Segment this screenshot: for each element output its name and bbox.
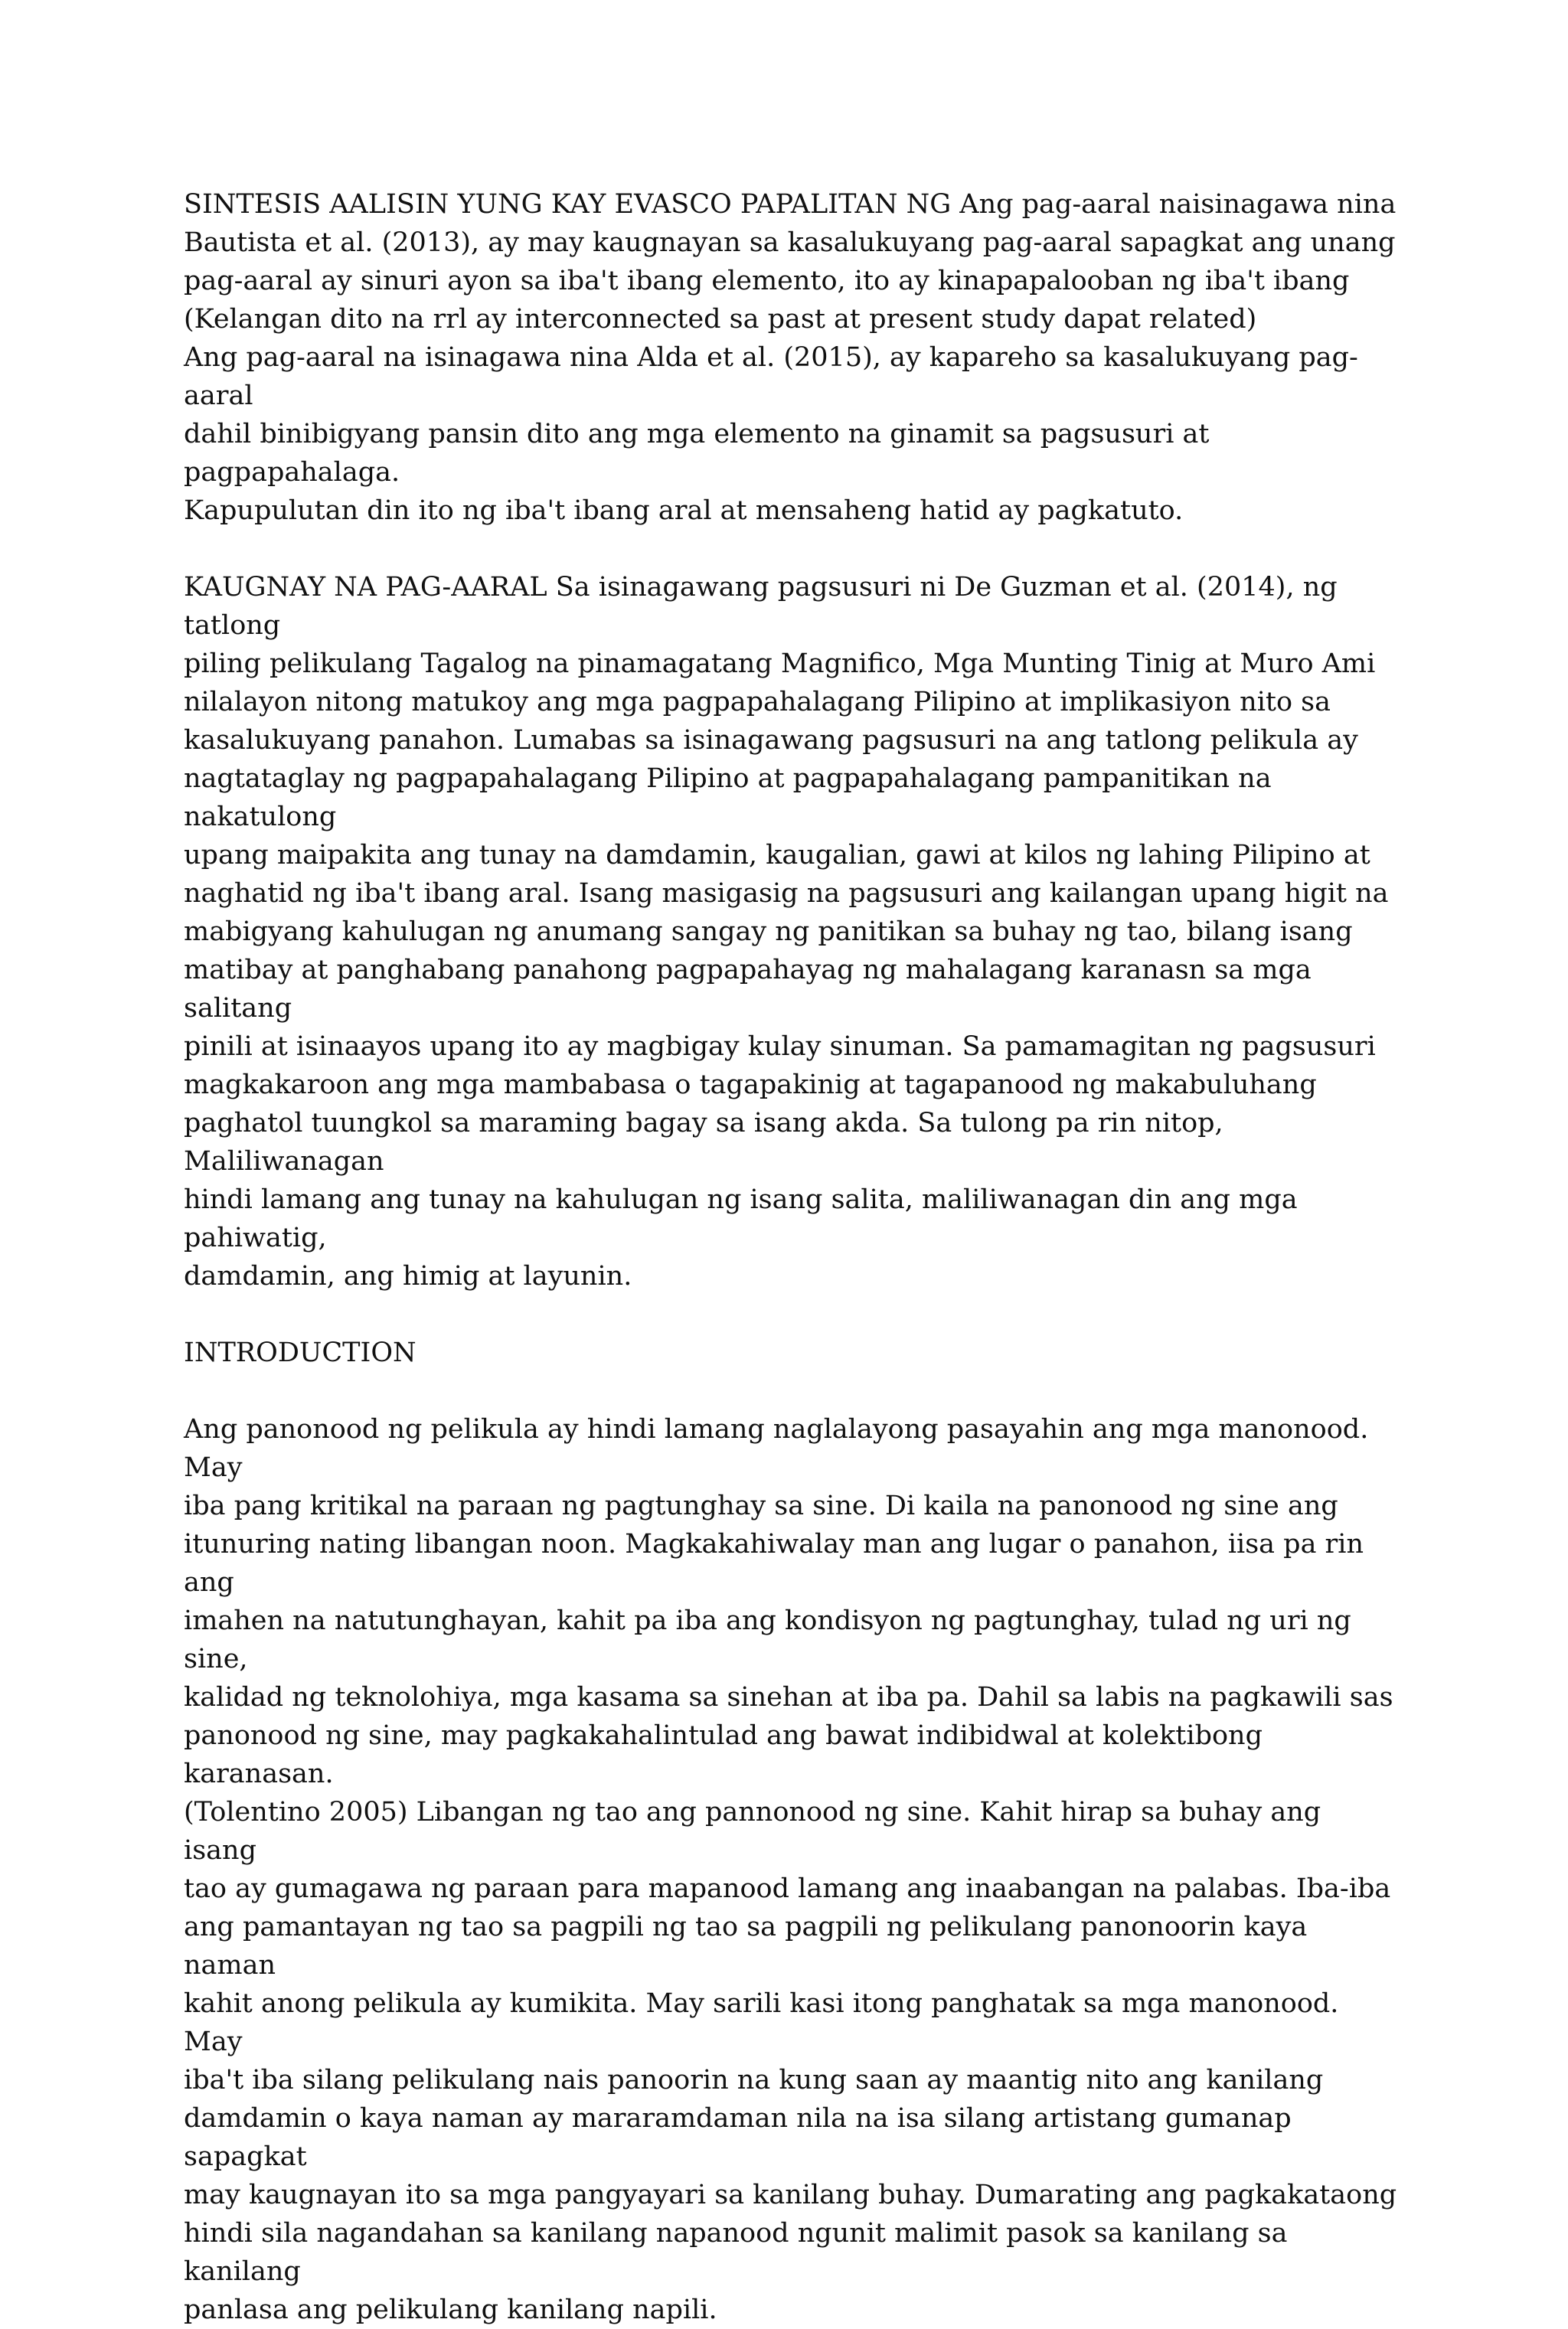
introduction-heading: INTRODUCTION [184, 1338, 416, 1368]
sintesis-paragraph: SINTESIS AALISIN YUNG KAY EVASCO PAPALITAN NG Ang pag-aaral naisinagawa nina Bautista et al. (2013), ay may kaugnayan sa kasalukuyang pag-aaral sapagkat ang unang pag-aaral ay sinuri ayon sa iba't ibang elemento, ito ay kinapapalooban ng iba't ibang (Kelangan dito na rrl ay interconnected sa past at present study dapat related) Ang pag-aaral na isinagawa nina Alda et al. (2015), ay kapareho sa kasalukuyang pag-aaral dahil binibigyang pansin dito ang mga elemento na ginamit sa pagsusuri at pagpapahalaga. Kapupulutan din ito ng iba't ibang aral at mensaheng hatid ay pagkatuto. [184, 189, 1396, 526]
introduction-paragraph: Ang panonood ng pelikula ay hindi lamang naglalayong pasayahin ang mga manonood. May iba pang kritikal na paraan ng pagtunghay sa sine. Di kaila na panonood ng sine ang itunuring nating libangan noon. Magkakahiwalay man ang lugar o panahon, iisa pa rin ang imahen na natutunghayan, kahit pa iba ang kondisyon ng pagtunghay, tulad ng uri ng sine, kalidad ng teknolohiya, mga kasama sa sinehan at iba pa. Dahil sa labis na pagkawili sas panonood ng sine, may pagkakahalintulad ang bawat indibidwal at kolektibong karanasan. (Tolentino 2005) Libangan ng tao ang pannonood ng sine. Kahit hirap sa buhay ang isang tao ay gumagawa ng paraan para mapanood lamang ang inaabangan na palabas. Iba-iba ang pamantayan ng tao sa pagpili ng tao sa pagpili ng pelikulang panonoorin kaya naman kahit anong pelikula ay kumikita. May sarili kasi itong panghatak sa mga manonood. May iba't iba silang pelikulang nais panoorin na kung saan ay maantig nito ang kanilang damdamin o kaya naman ay mararamdaman nila na isa silang artistang gumanap sapagkat may kaugnayan ito sa mga pangyayari sa kanilang buhay. Dumarating ang pagkakataong hindi sila nagandahan sa kanilang napanood ngunit malimit pasok sa kanilang sa kanilang panlasa ang pelikulang kanilang napili. [184, 1414, 1397, 2325]
kaugnay-paragraph: KAUGNAY NA PAG-AARAL Sa isinagawang pagsusuri ni De Guzman et al. (2014), ng tatlong piling pelikulang Tagalog na pinamagatang Magnifico, Mga Munting Tinig at Muro Ami nilalayon nitong matukoy ang mga pagpapahalagang Pilipino at implikasiyon nito sa kasalukuyang panahon. Lumabas sa isinagawang pagsusuri na ang tatlong pelikula ay nagtataglay ng pagpapahalagang Pilipino at pagpapahalagang pampanitikan na nakatulong upang maipakita ang tunay na damdamin, kaugalian, gawi at kilos ng lahing Pilipino at naghatid ng iba't ibang aral. Isang masigasig na pagsusuri ang kailangan upang higit na mabigyang kahulugan ng anumang sangay ng panitikan sa buhay ng tao, bilang isang matibay at panghabang panahong pagpapahayag ng mahalagang karanasn sa mga salitang pinili at isinaayos upang ito ay magbigay kulay sinuman. Sa pamamagitan ng pagsusuri magkakaroon ang mga mambabasa o tagapakinig at tagapanood ng makabuluhang paghatol tuungkol sa maraming bagay sa isang akda. Sa tulong pa rin nitop, Maliliwanagan hindi lamang ang tunay na kahulugan ng isang salita, maliliwanagan din ang mga pahiwatig, damdamin, ang himig at layunin. [184, 572, 1389, 1292]
paragraph-gap [184, 1372, 1401, 1410]
document-body [184, 185, 1401, 2329]
paragraph-gap [184, 1295, 1401, 1334]
paragraph-gap [184, 530, 1401, 568]
